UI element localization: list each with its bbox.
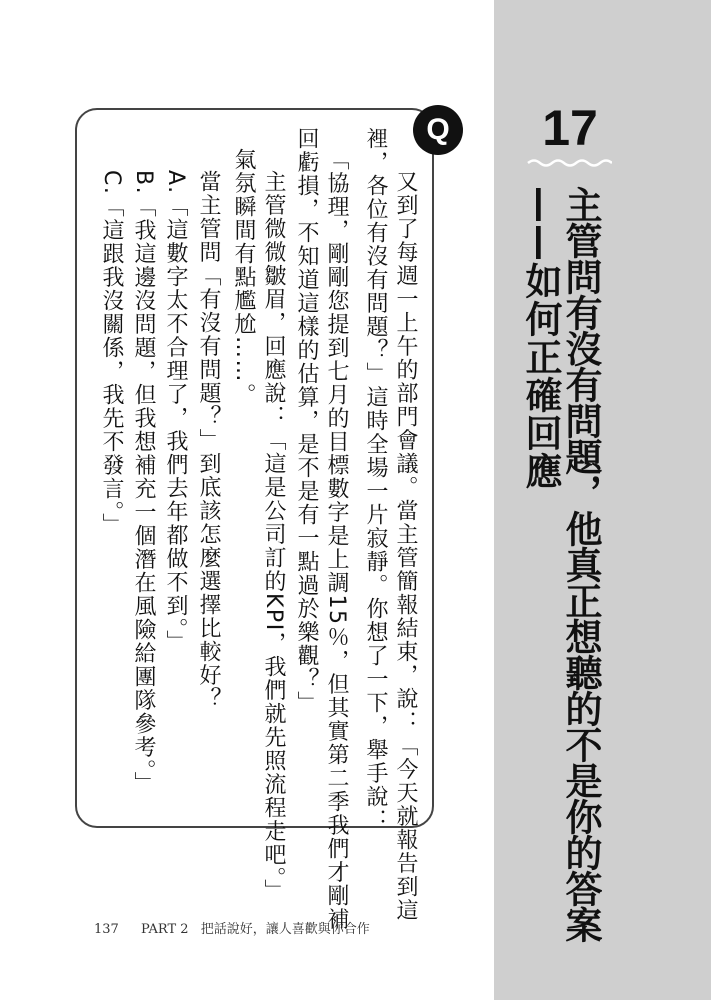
- chapter-subtitle: ——如何正確回應: [519, 186, 562, 490]
- answer-option-a: A.「這數字太不合理了，我們去年都做不到。」: [163, 170, 188, 654]
- chapter-title: 主管問有沒有問題，他真正想聽的不是你的答案: [559, 186, 602, 942]
- question-badge: Q: [413, 105, 463, 155]
- question-line: 「協理，剛剛您提到七月的目標數字是上調15％，但其實第二季我們才剛補: [324, 148, 349, 931]
- chapter-number: 17: [542, 100, 598, 156]
- part-label: PART 2: [140, 922, 189, 937]
- question-line: 又到了每週一上午的部門會議。當主管簡報結束，說：「今天就報告到這: [393, 170, 418, 922]
- part-title: 把話說好，讓人喜歡與你合作: [200, 922, 370, 937]
- answer-option-c: C.「這跟我沒關係，我先不發言。」: [99, 170, 124, 537]
- question-line: 主管微微皺眉，回應說：「這是公司訂的KPI，我們就先照流程走吧。」: [261, 170, 286, 903]
- page-number: 137: [94, 922, 119, 937]
- wave-divider: [526, 158, 612, 168]
- answer-option-b: B.「我這邊沒問題，但我想補充一個潛在風險給團隊參考。」: [131, 170, 156, 796]
- question-line: 氣氛瞬間有點尷尬……。: [231, 148, 256, 407]
- question-line: 回虧損，不知道這樣的估算，是不是有一點過於樂觀？」: [294, 127, 319, 715]
- question-line: 當主管問「有沒有問題？」到底該怎麼選擇比較好？: [196, 170, 221, 711]
- question-line: 裡，各位有沒有問題？」這時全場一片寂靜。你想了一下，舉手說：: [363, 127, 388, 832]
- page-footer: [94, 918, 388, 937]
